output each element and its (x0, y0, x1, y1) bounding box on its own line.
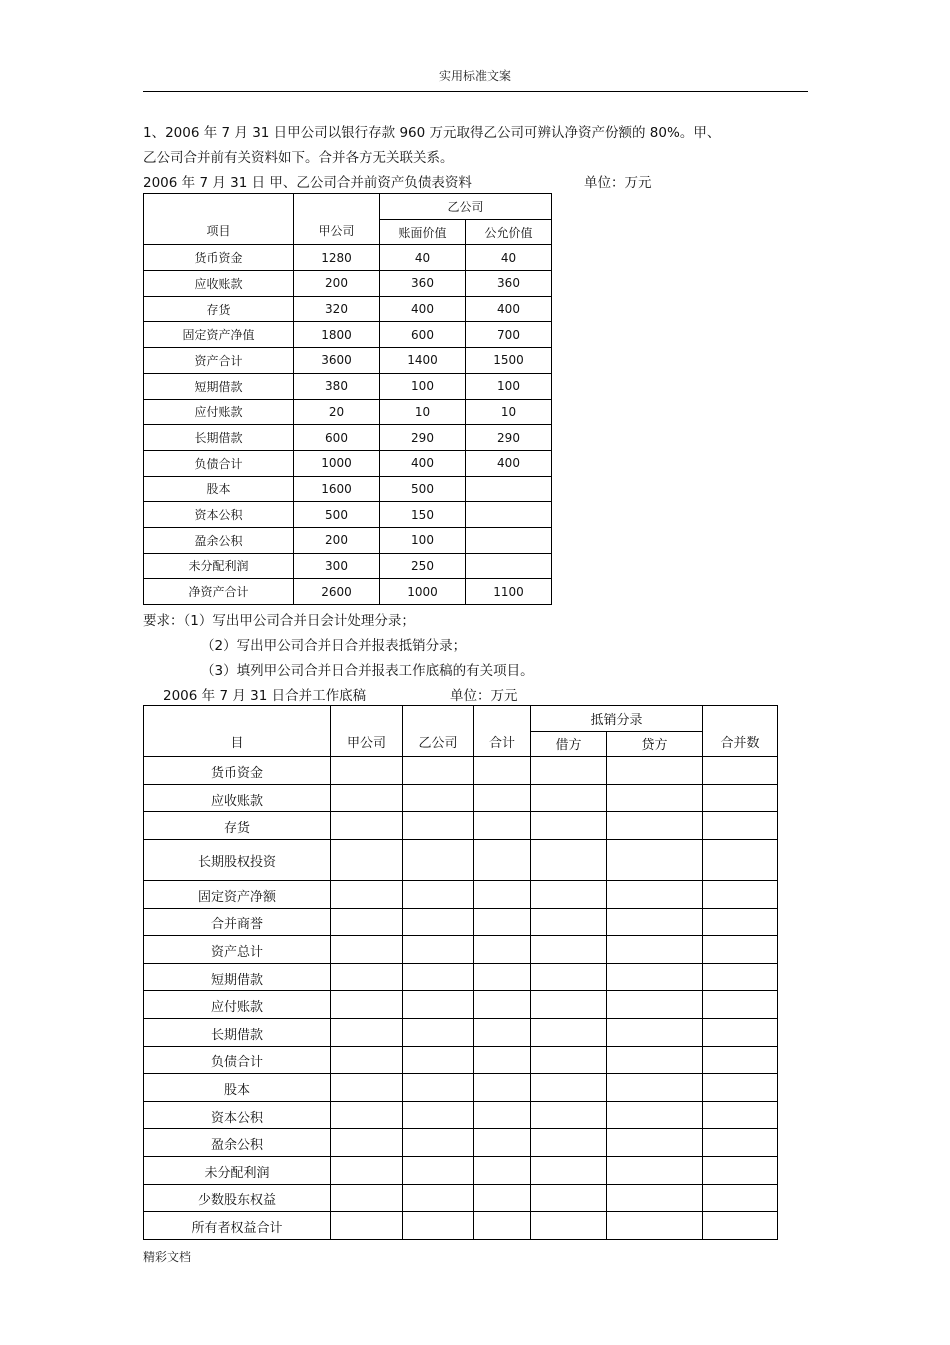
ws-header-debit: 借方 (531, 731, 607, 757)
empty-cell (403, 1046, 474, 1074)
table-row (144, 1184, 778, 1212)
row-label: 固定资产净额 (144, 880, 331, 908)
row-label: 合并商誉 (144, 908, 331, 936)
empty-cell (531, 784, 607, 812)
cell-jia: 1800 (294, 322, 380, 348)
cell-item: 应收账款 (144, 271, 294, 297)
empty-cell (531, 963, 607, 991)
empty-cell (331, 880, 403, 908)
table-row (144, 425, 552, 451)
cell-fair (466, 527, 552, 553)
cell-jia: 200 (294, 527, 380, 553)
header-fair-value: 公允价值 (466, 219, 552, 245)
empty-cell (331, 1101, 403, 1129)
empty-cell (531, 880, 607, 908)
table-row (144, 839, 778, 880)
empty-cell (531, 1156, 607, 1184)
empty-cell (531, 1074, 607, 1102)
empty-cell (474, 1156, 531, 1184)
empty-cell (703, 1046, 778, 1074)
empty-cell (403, 908, 474, 936)
table-row (144, 1212, 778, 1240)
empty-cell (703, 1018, 778, 1046)
empty-cell (607, 991, 703, 1019)
empty-cell (531, 812, 607, 840)
empty-cell (474, 784, 531, 812)
cell-book: 250 (380, 553, 466, 579)
cell-jia: 300 (294, 553, 380, 579)
cell-jia: 2600 (294, 579, 380, 605)
cell-jia: 20 (294, 399, 380, 425)
empty-cell (531, 1184, 607, 1212)
empty-cell (474, 1101, 531, 1129)
empty-cell (531, 1046, 607, 1074)
cell-item: 未分配利润 (144, 553, 294, 579)
empty-cell (703, 757, 778, 785)
intro-line-1: 1、2006 年 7 月 31 日甲公司以银行存款 960 万元取得乙公司可辨认净资产份额的 80%。甲、 (143, 125, 721, 141)
table2-unit: 单位：万元 (450, 688, 518, 704)
empty-cell (474, 880, 531, 908)
empty-cell (331, 812, 403, 840)
cell-book: 1000 (380, 579, 466, 605)
empty-cell (474, 1129, 531, 1157)
cell-fair (466, 553, 552, 579)
empty-cell (703, 880, 778, 908)
table-row (144, 245, 552, 271)
cell-fair: 360 (466, 271, 552, 297)
empty-cell (403, 1156, 474, 1184)
table-row (144, 812, 778, 840)
ws-header-credit: 贷方 (607, 731, 703, 757)
header-book-value: 账面价值 (380, 219, 466, 245)
empty-cell (531, 1018, 607, 1046)
table1-unit: 单位：万元 (584, 175, 652, 191)
empty-cell (703, 839, 778, 880)
cell-fair: 1500 (466, 348, 552, 374)
cell-item: 应付账款 (144, 399, 294, 425)
cell-book: 150 (380, 502, 466, 528)
empty-cell (331, 936, 403, 964)
table-row (144, 991, 778, 1019)
empty-cell (403, 1018, 474, 1046)
empty-cell (531, 757, 607, 785)
cell-fair: 290 (466, 425, 552, 451)
table-row (144, 476, 552, 502)
empty-cell (403, 1129, 474, 1157)
empty-cell (703, 936, 778, 964)
empty-cell (703, 1212, 778, 1240)
empty-cell (403, 784, 474, 812)
cell-fair: 400 (466, 450, 552, 476)
row-label: 未分配利润 (144, 1156, 331, 1184)
row-label: 资产总计 (144, 936, 331, 964)
cell-jia: 600 (294, 425, 380, 451)
table-row (144, 1018, 778, 1046)
cell-book: 100 (380, 527, 466, 553)
empty-cell (531, 839, 607, 880)
table-row (144, 1129, 778, 1157)
empty-cell (531, 936, 607, 964)
empty-cell (703, 1129, 778, 1157)
empty-cell (703, 991, 778, 1019)
table-row (144, 757, 778, 785)
empty-cell (403, 963, 474, 991)
empty-cell (703, 963, 778, 991)
cell-item: 固定资产净值 (144, 322, 294, 348)
table-row (144, 1101, 778, 1129)
requirement-1: 要求：（1）写出甲公司合并日会计处理分录； (143, 613, 415, 629)
table-row (144, 936, 778, 964)
table2-caption: 2006 年 7 月 31 日合并工作底稿 (163, 688, 367, 704)
empty-cell (607, 1184, 703, 1212)
table-row (144, 1046, 778, 1074)
empty-cell (331, 963, 403, 991)
empty-cell (331, 1184, 403, 1212)
consolidation-worksheet-table (143, 705, 778, 1240)
header-yi-company: 乙公司 (380, 194, 552, 220)
cell-item: 存货 (144, 296, 294, 322)
row-label: 长期股权投资 (144, 839, 331, 880)
empty-cell (331, 839, 403, 880)
row-label: 货币资金 (144, 757, 331, 785)
empty-cell (331, 1129, 403, 1157)
empty-cell (703, 1184, 778, 1212)
empty-cell (331, 1212, 403, 1240)
table-row (144, 322, 552, 348)
empty-cell (607, 1101, 703, 1129)
cell-jia: 3600 (294, 348, 380, 374)
requirement-2: （2）写出甲公司合并日合并报表抵销分录； (201, 638, 467, 654)
row-label: 股本 (144, 1074, 331, 1102)
table1-caption: 2006 年 7 月 31 日 甲、乙公司合并前资产负债表资料 (143, 175, 472, 191)
empty-cell (607, 1074, 703, 1102)
empty-cell (531, 1212, 607, 1240)
cell-fair: 700 (466, 322, 552, 348)
empty-cell (531, 1101, 607, 1129)
empty-cell (331, 1046, 403, 1074)
cell-book: 360 (380, 271, 466, 297)
empty-cell (403, 936, 474, 964)
header-item: 项目 (144, 194, 294, 245)
ws-header-merged: 合并数 (703, 706, 778, 757)
cell-item: 长期借款 (144, 425, 294, 451)
cell-jia: 500 (294, 502, 380, 528)
row-label: 应付账款 (144, 991, 331, 1019)
row-label: 盈余公积 (144, 1129, 331, 1157)
table-row (144, 450, 552, 476)
empty-cell (703, 784, 778, 812)
table-row (144, 373, 552, 399)
table-row (144, 908, 778, 936)
empty-cell (474, 757, 531, 785)
empty-cell (703, 812, 778, 840)
cell-fair (466, 502, 552, 528)
empty-cell (531, 991, 607, 1019)
empty-cell (607, 1046, 703, 1074)
cell-fair: 400 (466, 296, 552, 322)
empty-cell (331, 784, 403, 812)
cell-book: 10 (380, 399, 466, 425)
empty-cell (403, 991, 474, 1019)
cell-book: 40 (380, 245, 466, 271)
empty-cell (403, 839, 474, 880)
ws-header-total: 合计 (474, 706, 531, 757)
row-label: 短期借款 (144, 963, 331, 991)
cell-fair (466, 476, 552, 502)
cell-item: 资本公积 (144, 502, 294, 528)
cell-item: 盈余公积 (144, 527, 294, 553)
table-row (144, 1074, 778, 1102)
empty-cell (703, 1101, 778, 1129)
cell-fair: 1100 (466, 579, 552, 605)
empty-cell (474, 1046, 531, 1074)
cell-book: 290 (380, 425, 466, 451)
row-label: 所有者权益合计 (144, 1212, 331, 1240)
table-row (144, 1156, 778, 1184)
header-jia-company: 甲公司 (294, 194, 380, 245)
cell-fair: 10 (466, 399, 552, 425)
intro-line-2: 乙公司合并前有关资料如下。合并各方无关联关系。 (143, 150, 454, 166)
empty-cell (607, 880, 703, 908)
empty-cell (403, 880, 474, 908)
empty-cell (474, 1184, 531, 1212)
table-row (144, 502, 552, 528)
empty-cell (403, 757, 474, 785)
requirement-3: （3）填列甲公司合并日合并报表工作底稿的有关项目。 (201, 663, 534, 679)
empty-cell (331, 908, 403, 936)
cell-jia: 380 (294, 373, 380, 399)
empty-cell (703, 908, 778, 936)
table-row (144, 880, 778, 908)
cell-book: 400 (380, 296, 466, 322)
empty-cell (331, 991, 403, 1019)
empty-cell (607, 757, 703, 785)
empty-cell (607, 908, 703, 936)
empty-cell (607, 963, 703, 991)
empty-cell (607, 1212, 703, 1240)
empty-cell (403, 1101, 474, 1129)
table-row (144, 963, 778, 991)
cell-book: 600 (380, 322, 466, 348)
empty-cell (331, 1156, 403, 1184)
cell-item: 短期借款 (144, 373, 294, 399)
empty-cell (331, 1074, 403, 1102)
cell-book: 1400 (380, 348, 466, 374)
empty-cell (607, 839, 703, 880)
row-label: 长期借款 (144, 1018, 331, 1046)
cell-fair: 100 (466, 373, 552, 399)
ws-header-yi-company: 乙公司 (403, 706, 474, 757)
table-row (144, 271, 552, 297)
cell-jia: 1600 (294, 476, 380, 502)
page-header: 实用标准文案 (438, 69, 511, 83)
cell-book: 400 (380, 450, 466, 476)
row-label: 存货 (144, 812, 331, 840)
row-label: 应收账款 (144, 784, 331, 812)
cell-item: 货币资金 (144, 245, 294, 271)
empty-cell (703, 1156, 778, 1184)
cell-jia: 200 (294, 271, 380, 297)
table-row (144, 784, 778, 812)
empty-cell (403, 812, 474, 840)
header-rule (143, 91, 808, 92)
empty-cell (474, 963, 531, 991)
empty-cell (703, 1074, 778, 1102)
row-label: 负债合计 (144, 1046, 331, 1074)
empty-cell (607, 1156, 703, 1184)
cell-jia: 1000 (294, 450, 380, 476)
ws-header-item: 目 (144, 706, 331, 757)
table-row (144, 553, 552, 579)
table-row (144, 579, 552, 605)
empty-cell (474, 812, 531, 840)
empty-cell (403, 1074, 474, 1102)
cell-book: 500 (380, 476, 466, 502)
empty-cell (607, 1018, 703, 1046)
empty-cell (607, 812, 703, 840)
cell-item: 资产合计 (144, 348, 294, 374)
empty-cell (474, 936, 531, 964)
empty-cell (474, 1074, 531, 1102)
empty-cell (607, 936, 703, 964)
row-label: 资本公积 (144, 1101, 331, 1129)
balance-sheet-table (143, 193, 552, 605)
table-row (144, 527, 552, 553)
empty-cell (474, 1212, 531, 1240)
cell-jia: 1280 (294, 245, 380, 271)
cell-item: 负债合计 (144, 450, 294, 476)
cell-book: 100 (380, 373, 466, 399)
empty-cell (531, 908, 607, 936)
cell-item: 股本 (144, 476, 294, 502)
empty-cell (531, 1129, 607, 1157)
empty-cell (474, 1018, 531, 1046)
row-label: 少数股东权益 (144, 1184, 331, 1212)
cell-fair: 40 (466, 245, 552, 271)
page-footer: 精彩文档 (143, 1250, 192, 1264)
table-row (144, 348, 552, 374)
empty-cell (607, 1129, 703, 1157)
empty-cell (331, 757, 403, 785)
empty-cell (474, 991, 531, 1019)
cell-jia: 320 (294, 296, 380, 322)
empty-cell (403, 1184, 474, 1212)
empty-cell (403, 1212, 474, 1240)
empty-cell (474, 839, 531, 880)
ws-header-offset-entries: 抵销分录 (531, 706, 703, 732)
table-row (144, 296, 552, 322)
empty-cell (607, 784, 703, 812)
ws-header-jia-company: 甲公司 (331, 706, 403, 757)
table-row (144, 399, 552, 425)
empty-cell (474, 908, 531, 936)
cell-item: 净资产合计 (144, 579, 294, 605)
empty-cell (331, 1018, 403, 1046)
